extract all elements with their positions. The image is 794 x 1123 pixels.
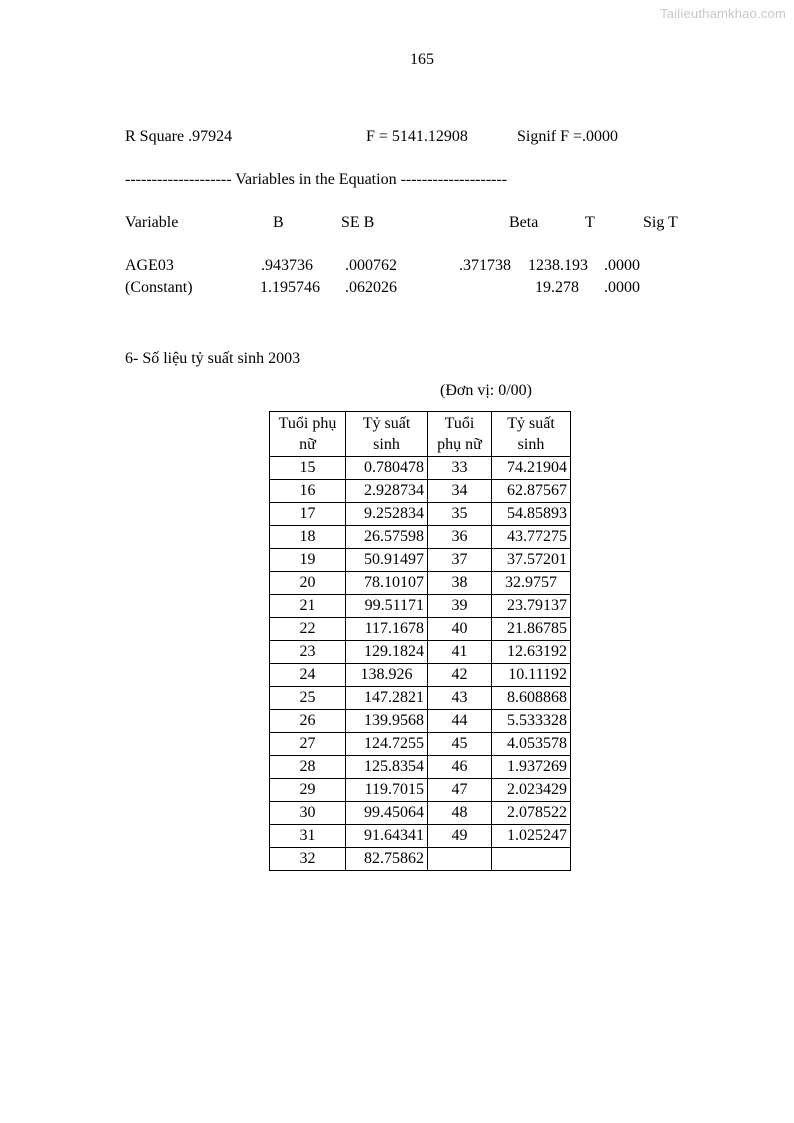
cell-age-1: 18 <box>270 526 346 549</box>
cell-age-1: 31 <box>270 825 346 848</box>
cell-age-1: 24 <box>270 664 346 687</box>
cell-age-1: 20 <box>270 572 346 595</box>
row-t-constant: 19.278 <box>535 279 579 296</box>
cell-age-1: 27 <box>270 733 346 756</box>
col-header-b: B <box>273 214 284 231</box>
row-variable-constant: (Constant) <box>125 279 193 296</box>
table-row <box>270 503 571 526</box>
table-row <box>270 480 571 503</box>
cell-rate-1: 82.75862 <box>346 848 428 871</box>
cell-rate-2: 2.023429 <box>492 779 571 802</box>
cell-age-1: 25 <box>270 687 346 710</box>
cell-rate-2: 5.533328 <box>492 710 571 733</box>
cell-rate-2: 54.85893 <box>492 503 571 526</box>
cell-rate-2: 23.79137 <box>492 595 571 618</box>
cell-rate-1: 99.51171 <box>346 595 428 618</box>
col-header-t: T <box>585 214 595 231</box>
table-row <box>270 549 571 572</box>
row-b-constant: 1.195746 <box>260 279 320 296</box>
cell-age-2: 49 <box>428 825 492 848</box>
row-sig-t-constant: .0000 <box>604 279 640 296</box>
cell-rate-1: 78.10107 <box>346 572 428 595</box>
cell-rate-2: 8.608868 <box>492 687 571 710</box>
cell-rate-1: 9.252834 <box>346 503 428 526</box>
cell-rate-2: 32.9757 <box>492 572 571 595</box>
header-rate-2: Tỷ suất sinh <box>492 412 571 457</box>
cell-rate-2: 10.11192 <box>492 664 571 687</box>
cell-rate-1: 147.2821 <box>346 687 428 710</box>
cell-rate-1: 124.7255 <box>346 733 428 756</box>
cell-age-1: 19 <box>270 549 346 572</box>
row-beta-age03: .371738 <box>459 257 511 274</box>
cell-rate-2: 12.63192 <box>492 641 571 664</box>
cell-rate-2: 2.078522 <box>492 802 571 825</box>
cell-age-2: 41 <box>428 641 492 664</box>
cell-age-1: 21 <box>270 595 346 618</box>
cell-rate-1: 50.91497 <box>346 549 428 572</box>
table-row <box>270 572 571 595</box>
cell-rate-2: 1.937269 <box>492 756 571 779</box>
cell-rate-2: 21.86785 <box>492 618 571 641</box>
cell-age-2: 35 <box>428 503 492 526</box>
cell-age-2: 48 <box>428 802 492 825</box>
table-row <box>270 779 571 802</box>
row-b-age03: .943736 <box>261 257 313 274</box>
cell-rate-1: 0.780478 <box>346 457 428 480</box>
table-row <box>270 457 571 480</box>
cell-age-1: 23 <box>270 641 346 664</box>
signif-f-text: Signif F =.0000 <box>517 128 619 145</box>
cell-age-2: 43 <box>428 687 492 710</box>
table-row <box>270 756 571 779</box>
cell-age-1: 29 <box>270 779 346 802</box>
row-variable-age03: AGE03 <box>125 257 174 274</box>
cell-age-1: 26 <box>270 710 346 733</box>
cell-rate-1: 2.928734 <box>346 480 428 503</box>
cell-age-2: 39 <box>428 595 492 618</box>
section-title: 6- Số liệu tỷ suất sinh 2003 <box>125 350 301 367</box>
cell-age-1: 22 <box>270 618 346 641</box>
cell-age-2: 40 <box>428 618 492 641</box>
col-header-beta: Beta <box>509 214 539 231</box>
col-header-sig-t: Sig T <box>643 214 678 231</box>
watermark-text: Tailieuthamkhao.com <box>660 6 786 21</box>
header-age-1: Tuổi phụ nữ <box>270 412 346 457</box>
f-value-text: F = 5141.12908 <box>366 128 468 145</box>
cell-age-2: 46 <box>428 756 492 779</box>
cell-rate-1: 91.64341 <box>346 825 428 848</box>
cell-age-2: 36 <box>428 526 492 549</box>
col-header-se-b: SE B <box>341 214 375 231</box>
row-sig-t-age03: .0000 <box>604 257 640 274</box>
cell-age-2: 34 <box>428 480 492 503</box>
unit-label: (Đơn vị: 0/00) <box>440 382 533 399</box>
r-square-text: R Square .97924 <box>125 128 233 145</box>
header-rate-1: Tỷ suất sinh <box>346 412 428 457</box>
page-number: 165 <box>410 51 434 68</box>
row-se-b-age03: .000762 <box>345 257 397 274</box>
cell-age-1: 28 <box>270 756 346 779</box>
table-row <box>270 526 571 549</box>
cell-age-2: 45 <box>428 733 492 756</box>
table-row <box>270 687 571 710</box>
table-row <box>270 595 571 618</box>
cell-age-2: 38 <box>428 572 492 595</box>
table-row <box>270 664 571 687</box>
table-row <box>270 825 571 848</box>
cell-rate-2: 1.025247 <box>492 825 571 848</box>
cell-age-1: 30 <box>270 802 346 825</box>
fertility-rate-table <box>269 411 571 871</box>
cell-age-2: 33 <box>428 457 492 480</box>
cell-age-1: 17 <box>270 503 346 526</box>
row-t-age03: 1238.193 <box>528 257 588 274</box>
cell-rate-1: 125.8354 <box>346 756 428 779</box>
table-header-row <box>270 412 571 457</box>
cell-rate-1: 119.7015 <box>346 779 428 802</box>
table-row <box>270 618 571 641</box>
cell-rate-1: 99.45064 <box>346 802 428 825</box>
cell-age-2: 44 <box>428 710 492 733</box>
cell-rate-2: 37.57201 <box>492 549 571 572</box>
header-age-2: Tuổi phụ nữ <box>428 412 492 457</box>
cell-rate-2 <box>492 848 571 871</box>
table-row <box>270 641 571 664</box>
cell-rate-2: 4.053578 <box>492 733 571 756</box>
cell-rate-1: 117.1678 <box>346 618 428 641</box>
table-row <box>270 710 571 733</box>
table-row <box>270 733 571 756</box>
cell-age-2 <box>428 848 492 871</box>
cell-age-1: 16 <box>270 480 346 503</box>
cell-age-2: 47 <box>428 779 492 802</box>
cell-age-1: 15 <box>270 457 346 480</box>
col-header-variable: Variable <box>125 214 179 231</box>
variables-section-header: -------------------- Variables in the Equation -------------------- <box>125 171 508 188</box>
cell-age-2: 42 <box>428 664 492 687</box>
cell-rate-1: 138.926 <box>346 664 428 687</box>
cell-rate-1: 26.57598 <box>346 526 428 549</box>
table-row <box>270 802 571 825</box>
cell-rate-2: 43.77275 <box>492 526 571 549</box>
cell-rate-1: 139.9568 <box>346 710 428 733</box>
cell-rate-2: 74.21904 <box>492 457 571 480</box>
cell-rate-1: 129.1824 <box>346 641 428 664</box>
table-row <box>270 848 571 871</box>
cell-rate-2: 62.87567 <box>492 480 571 503</box>
cell-age-2: 37 <box>428 549 492 572</box>
cell-age-1: 32 <box>270 848 346 871</box>
row-se-b-constant: .062026 <box>345 279 397 296</box>
